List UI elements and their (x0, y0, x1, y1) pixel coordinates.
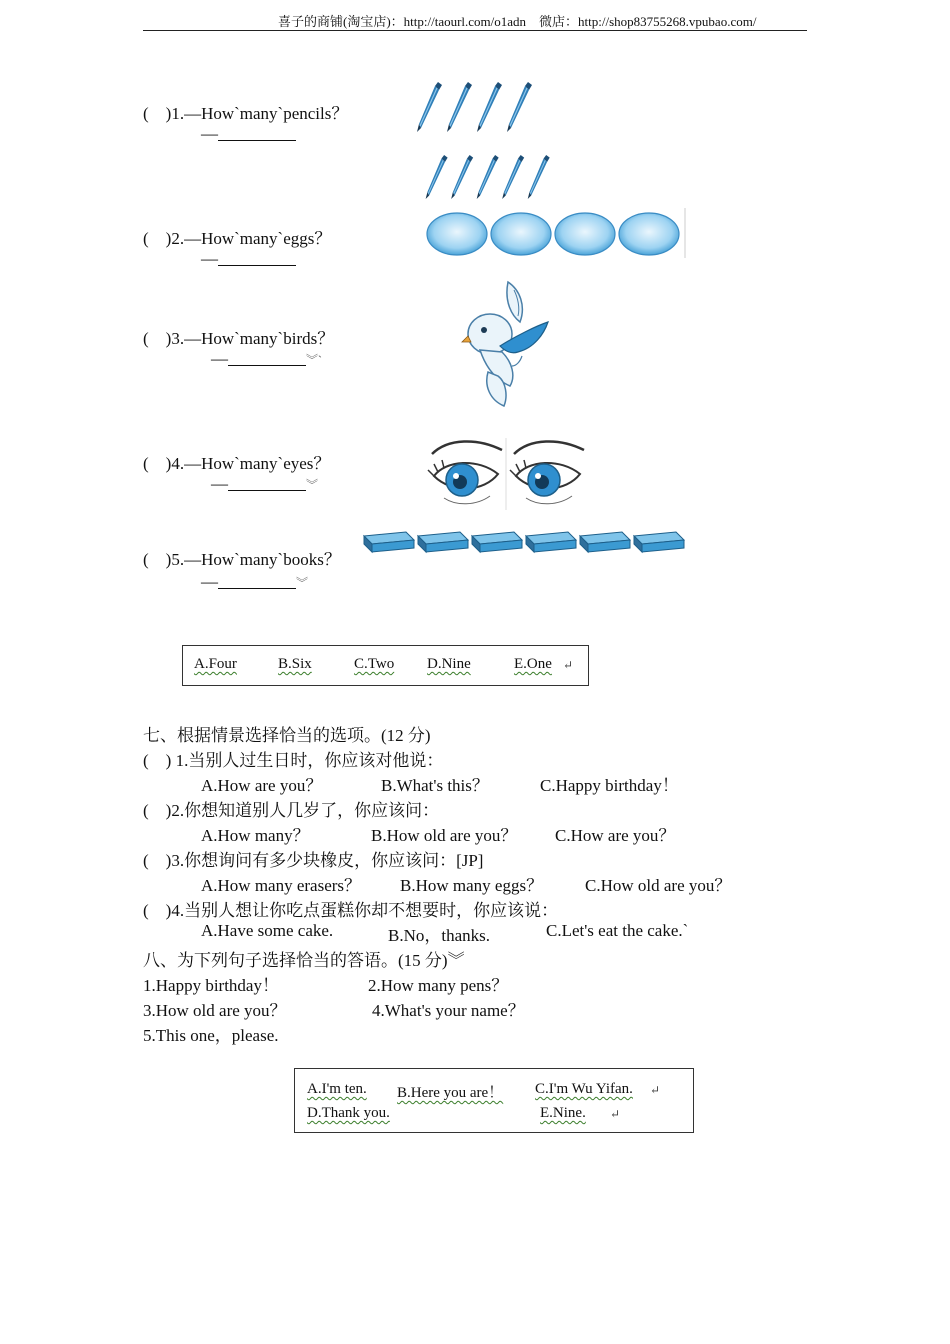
s7-q2-choice-b: B.How old are you？ (371, 826, 518, 845)
question-1: ( )1.—How`many`pencils？ (143, 104, 349, 123)
s7-q4-choice-b: B.No，thanks. (388, 926, 490, 945)
header-rule (143, 30, 807, 31)
option-b: B.Six (278, 656, 312, 672)
option-c: C.Two (354, 656, 395, 672)
question-5: ( )5.—How`many`books？ (143, 550, 341, 569)
eyes-image (426, 436, 592, 512)
answer-line-5: — ︾ (201, 572, 309, 591)
s7-question-4: ( )4.当别人想让你吃点蛋糕你却不想要时，你应该说： (143, 901, 559, 920)
answer-b: B.Here you are！ (397, 1085, 504, 1101)
answer-line-2: — (201, 249, 296, 269)
s7-q1-choice-c: C.Happy birthday！ (540, 776, 679, 795)
line-end-mark-1: ↵ (650, 1083, 661, 1097)
option-end-mark: ↵ (563, 658, 574, 672)
question-2: ( )2.—How`many`eggs？ (143, 229, 332, 248)
s8-sentence-4: 4.What's your name？ (372, 1001, 525, 1020)
answer-a: A.I'm ten. (307, 1081, 367, 1097)
s7-q1-choice-b: B.What's this？ (381, 776, 489, 795)
s7-q1-choice-a: A.How are you？ (201, 776, 323, 795)
answer-line-3: — ︾` (211, 349, 322, 368)
option-a: A.Four (194, 656, 237, 672)
s7-q2-choice-c: C.How are you？ (555, 826, 676, 845)
answer-c: C.I'm Wu Yifan. (535, 1081, 633, 1097)
line-end-mark-2: ↵ (610, 1107, 621, 1121)
option-e: E.One (514, 656, 552, 672)
options-box (182, 645, 589, 686)
s7-q2-choice-a: A.How many？ (201, 826, 310, 845)
section7-title: 七、根据情景选择恰当的选项。(12 分) (143, 726, 431, 745)
books-image (360, 520, 688, 558)
question-3: ( )3.—How`many`birds？ (143, 329, 335, 348)
s8-sentence-1: 1.Happy birthday！ (143, 976, 279, 995)
bird-image (460, 276, 552, 408)
s7-q3-choice-a: A.How many erasers？ (201, 876, 362, 895)
pencils-4-image (415, 82, 563, 132)
section8-title: 八、为下列句子选择恰当的答语。(15 分)︾ (143, 951, 465, 970)
answer-d: D.Thank you. (307, 1105, 390, 1121)
s7-q3-choice-c: C.How old are you？ (585, 876, 732, 895)
eggs-image (424, 208, 689, 258)
s7-q4-choice-c: C.Let's eat the cake.` (546, 921, 689, 940)
s7-question-3: ( )3.你想询问有多少块橡皮，你应该问：[JP] (143, 851, 484, 870)
s8-sentence-2: 2.How many pens？ (368, 976, 509, 995)
page-header: 喜子的商铺(淘宝店)：http://taourl.com/o1adn 微店：http://shop83755268.vpubao.com/ (278, 14, 757, 29)
pencils-5-image (415, 155, 563, 199)
option-d: D.Nine (427, 656, 471, 672)
answer-line-4: — ︾ (211, 474, 319, 493)
answers-box (294, 1068, 694, 1133)
s7-q3-choice-b: B.How many eggs？ (400, 876, 544, 895)
question-4: ( )4.—How`many`eyes？ (143, 454, 331, 473)
s7-q4-choice-a: A.Have some cake. (201, 921, 334, 940)
s7-question-2: ( )2.你想知道别人几岁了，你应该问： (143, 801, 440, 820)
s7-question-1: ( ) 1.当别人过生日时，你应该对他说： (143, 751, 444, 770)
answer-line-1: — (201, 124, 296, 144)
answer-e: E.Nine. (540, 1105, 586, 1121)
s8-sentence-5: 5.This one，please. (143, 1026, 279, 1045)
s8-sentence-3: 3.How old are you？ (143, 1001, 287, 1020)
